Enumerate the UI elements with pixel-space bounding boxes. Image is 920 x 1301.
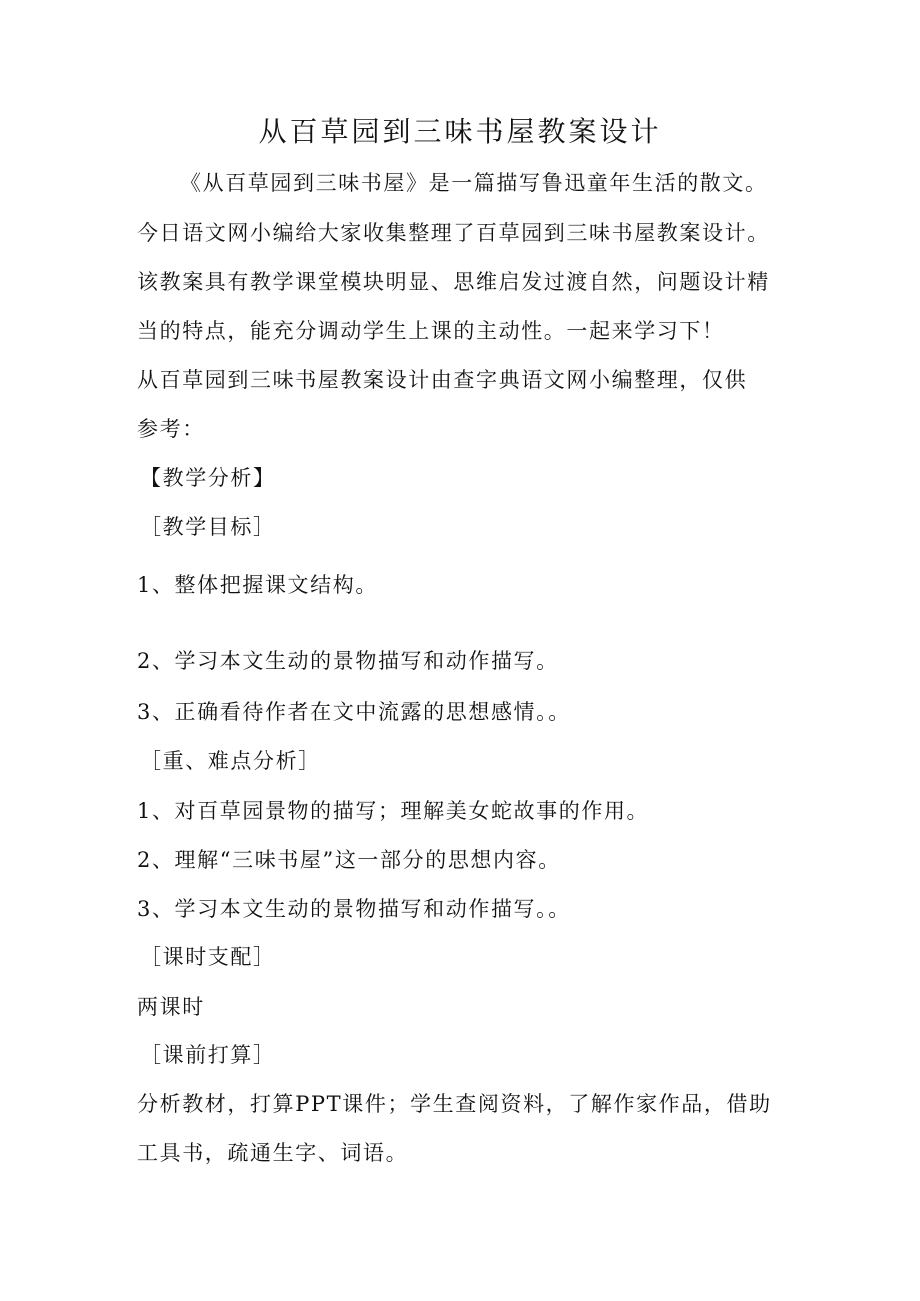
section-heading-key-points: ［重、难点分析］	[140, 749, 321, 773]
document-title: 从百草园到三味书屋教案设计	[258, 115, 662, 148]
goal-item-2: 2、学习本文生动的景物描写和动作描写。	[137, 649, 559, 673]
goal-item-1: 1、整体把握课文结构。	[137, 573, 378, 597]
key-point-item-3: 3、学习本文生动的景物描写和动作描写。。	[137, 897, 571, 921]
section-heading-preparation: ［课前打算］	[140, 1043, 276, 1067]
schedule-text: 两课时	[137, 995, 205, 1019]
intro-line-6: 参考：	[137, 417, 205, 441]
section-heading-teaching-analysis: 【教学分析】	[140, 466, 276, 490]
preparation-line-1: 分析教材，打算PPT课件；学生查阅资料，了解作家作品，借助	[137, 1092, 772, 1116]
section-heading-schedule: ［课时支配］	[140, 945, 276, 969]
intro-line-5: 从百草园到三味书屋教案设计由查字典语文网小编整理，仅供	[137, 368, 748, 392]
intro-line-2: 今日语文网小编给大家收集整理了百草园到三味书屋教案设计。	[137, 221, 770, 245]
section-heading-goals: ［教学目标］	[140, 515, 276, 539]
preparation-line-2: 工具书，疏通生字、词语。	[137, 1141, 409, 1165]
intro-line-4: 当的特点，能充分调动学生上课的主动性。一起来学习下！	[137, 319, 725, 343]
intro-line-3: 该教案具有教学课堂模块明显、思维启发过渡自然，问题设计精	[137, 270, 770, 294]
goal-item-3: 3、正确看待作者在文中流露的思想感情。。	[137, 700, 571, 724]
intro-line-1: 《从百草园到三味书屋》是一篇描写鲁迅童年生活的散文。	[180, 171, 768, 195]
key-point-item-1: 1、对百草园景物的描写；理解美女蛇故事的作用。	[137, 799, 650, 823]
key-point-item-2: 2、理解“三味书屋”这一部分的思想内容。	[137, 848, 561, 872]
